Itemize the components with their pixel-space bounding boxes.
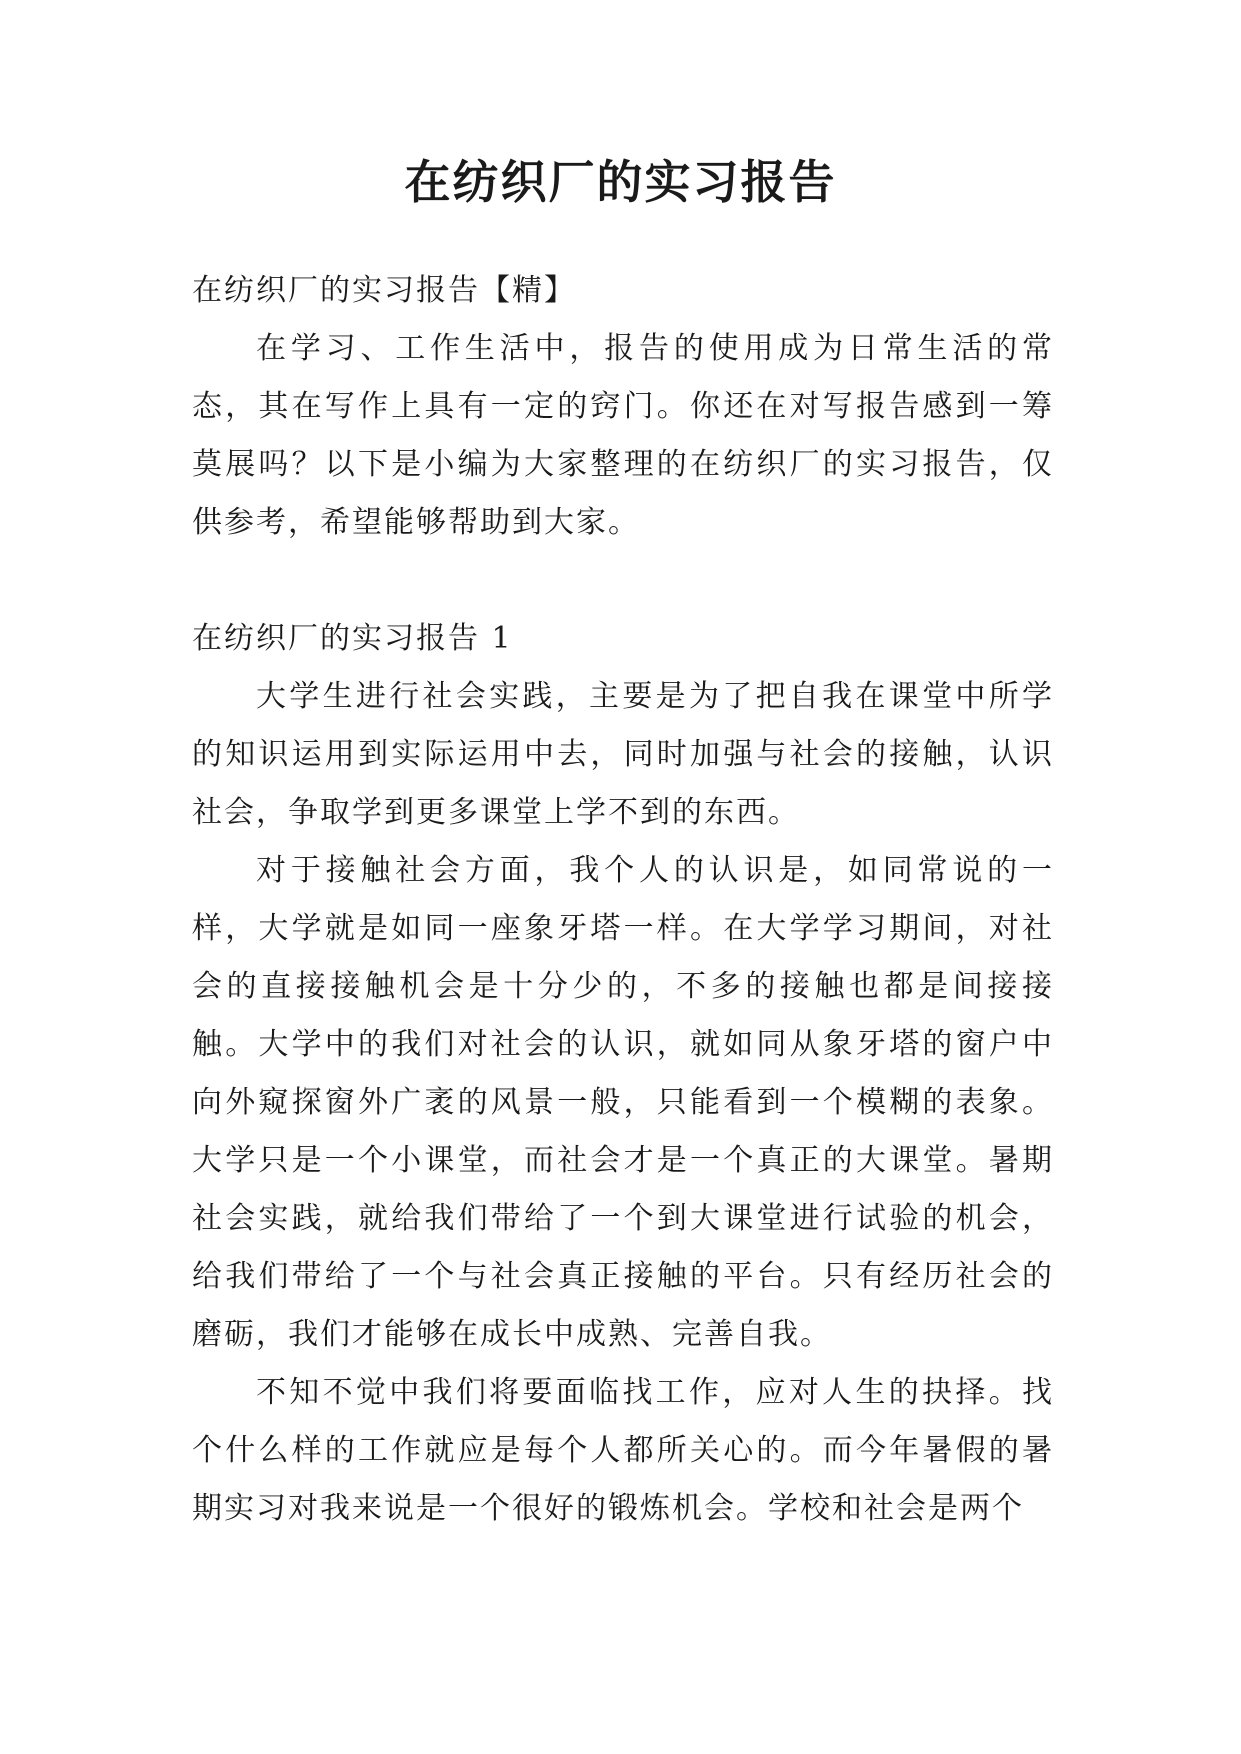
document-title: 在纺织厂的实习报告 (404, 155, 837, 209)
section1-paragraph-2: 对于接触社会方面，我个人的认识是，如同常说的一样，大学就是如同一座象牙塔一样。在大学学习期间，对社会的直接接触机会是十分少的，不多的接触也都是间接接触。大学中的我们对社会的认识，就如同从象牙塔的窗户中向外窥探窗外广袤的风景一般，只能看到一个模糊的表象。大学只是一个小课堂，而社会才是一个真正的大课堂。暑期社会实践，就给我们带给了一个到大课堂进行试验的机会，给我们带给了一个与社会真正接触的平台。只有经历社会的磨砺，我们才能够在成长中成熟、完善自我。 (192, 853, 1054, 1352)
document-subtitle: 在纺织厂的实习报告【精】 (192, 273, 576, 308)
section-spacer (192, 552, 1054, 610)
section1-heading: 在纺织厂的实习报告 1 (192, 621, 513, 656)
document-body (192, 262, 1054, 1538)
section1-paragraph-3: 不知不觉中我们将要面临找工作，应对人生的抉择。找个什么样的工作就应是每个人都所关心的。而今年暑假的暑期实习对我来说是一个很好的锻炼机会。学校和社会是两个 (192, 1375, 1054, 1526)
intro-paragraph: 在学习、工作生活中，报告的使用成为日常生活的常态，其在写作上具有一定的窍门。你还在对写报告感到一筹莫展吗？以下是小编为大家整理的在纺织厂的实习报告，仅供参考，希望能够帮助到大家。 (192, 331, 1054, 540)
section1-paragraph-1: 大学生进行社会实践，主要是为了把自我在课堂中所学的知识运用到实际运用中去，同时加强与社会的接触，认识社会，争取学到更多课堂上学不到的东西。 (192, 679, 1054, 830)
